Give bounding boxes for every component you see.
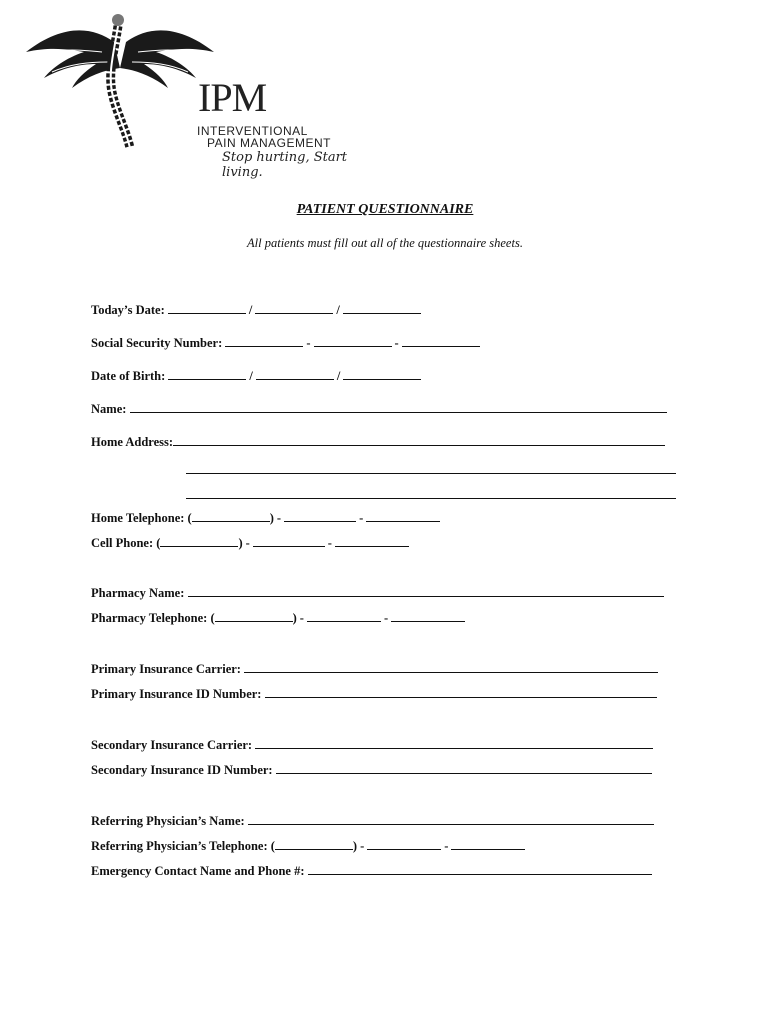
dob-month-field[interactable]: [168, 368, 246, 380]
primary-carrier-row: [91, 661, 658, 677]
referring-telephone-label: Referring Physician’s Telephone:: [91, 839, 268, 853]
logo-brand: IPM: [198, 75, 267, 120]
cell-line-field[interactable]: [335, 535, 409, 547]
home-telephone-row: Home Telephone: ( ) - -: [91, 510, 440, 526]
primary-id-field[interactable]: [265, 686, 657, 698]
primary-carrier-label: Primary Insurance Carrier:: [91, 662, 241, 676]
secondary-carrier-field[interactable]: [255, 737, 653, 749]
primary-id-row: [91, 686, 657, 702]
page-title: PATIENT QUESTIONNAIRE: [296, 202, 474, 217]
home-address-line-2[interactable]: [186, 472, 676, 474]
home-address-line-3[interactable]: [186, 497, 676, 499]
primary-carrier-field[interactable]: [244, 661, 658, 673]
referring-name-row: [91, 813, 654, 829]
todays-date-row: Today’s Date: / /: [91, 302, 421, 318]
pharmacy-telephone-row: Pharmacy Telephone: ( ) - -: [91, 610, 465, 626]
ssn-label: Social Security Number:: [91, 336, 223, 350]
date-month-field[interactable]: [168, 302, 246, 314]
cell-area-code-field[interactable]: [160, 535, 238, 547]
pharmacy-line-field[interactable]: [391, 610, 465, 622]
emergency-contact-label: Emergency Contact Name and Phone #:: [91, 864, 305, 878]
ssn-part3-field[interactable]: [402, 335, 480, 347]
home-telephone-label: Home Telephone:: [91, 511, 185, 525]
emergency-contact-row: [91, 863, 652, 879]
todays-date-label: Today’s Date:: [91, 303, 165, 317]
home-prefix-field[interactable]: [284, 510, 356, 522]
secondary-carrier-label: Secondary Insurance Carrier:: [91, 738, 253, 752]
referring-name-field[interactable]: [248, 813, 654, 825]
ssn-part2-field[interactable]: [314, 335, 392, 347]
referring-area-code-field[interactable]: [275, 838, 353, 850]
name-field[interactable]: [130, 401, 667, 413]
referring-telephone-row: Referring Physician’s Telephone: ( ) - -: [91, 838, 525, 854]
pharmacy-telephone-label: Pharmacy Telephone:: [91, 611, 208, 625]
emergency-contact-field[interactable]: [308, 863, 652, 875]
primary-id-label: Primary Insurance ID Number:: [91, 687, 262, 701]
logo-tagline: Stop hurting, Start living.: [222, 150, 348, 180]
pharmacy-area-code-field[interactable]: [215, 610, 293, 622]
referring-prefix-field[interactable]: [367, 838, 441, 850]
cell-phone-row: Cell Phone: ( ) - -: [91, 535, 409, 551]
referring-name-label: Referring Physician’s Name:: [91, 814, 245, 828]
date-day-field[interactable]: [255, 302, 333, 314]
home-address-field[interactable]: [173, 434, 665, 446]
name-label: Name:: [91, 402, 127, 416]
dob-label: Date of Birth:: [91, 369, 166, 383]
pharmacy-prefix-field[interactable]: [307, 610, 381, 622]
ipm-logo: [22, 12, 352, 180]
secondary-id-label: Secondary Insurance ID Number:: [91, 763, 273, 777]
date-year-field[interactable]: [343, 302, 421, 314]
dob-year-field[interactable]: [343, 368, 421, 380]
home-line-field[interactable]: [366, 510, 440, 522]
ssn-row: Social Security Number: - -: [91, 335, 480, 351]
ssn-part1-field[interactable]: [225, 335, 303, 347]
home-area-code-field[interactable]: [192, 510, 270, 522]
secondary-id-field[interactable]: [276, 762, 652, 774]
pharmacy-name-label: Pharmacy Name:: [91, 586, 185, 600]
cell-prefix-field[interactable]: [253, 535, 325, 547]
cell-phone-label: Cell Phone:: [91, 536, 154, 550]
pharmacy-name-field[interactable]: [188, 585, 664, 597]
referring-line-field[interactable]: [451, 838, 525, 850]
home-address-label: Home Address:: [91, 435, 174, 449]
logo-line-1: INTERVENTIONAL: [197, 124, 308, 138]
pharmacy-name-row: [91, 585, 664, 601]
name-row: [91, 401, 667, 417]
page-subtitle: All patients must fill out all of the questionnaire sheets.: [247, 236, 523, 250]
dob-day-field[interactable]: [256, 368, 334, 380]
secondary-id-row: [91, 762, 652, 778]
dob-row: Date of Birth: / /: [91, 368, 421, 384]
secondary-carrier-row: [91, 737, 653, 753]
logo-line-2: PAIN MANAGEMENT: [207, 136, 331, 150]
home-address-row: [91, 434, 665, 450]
